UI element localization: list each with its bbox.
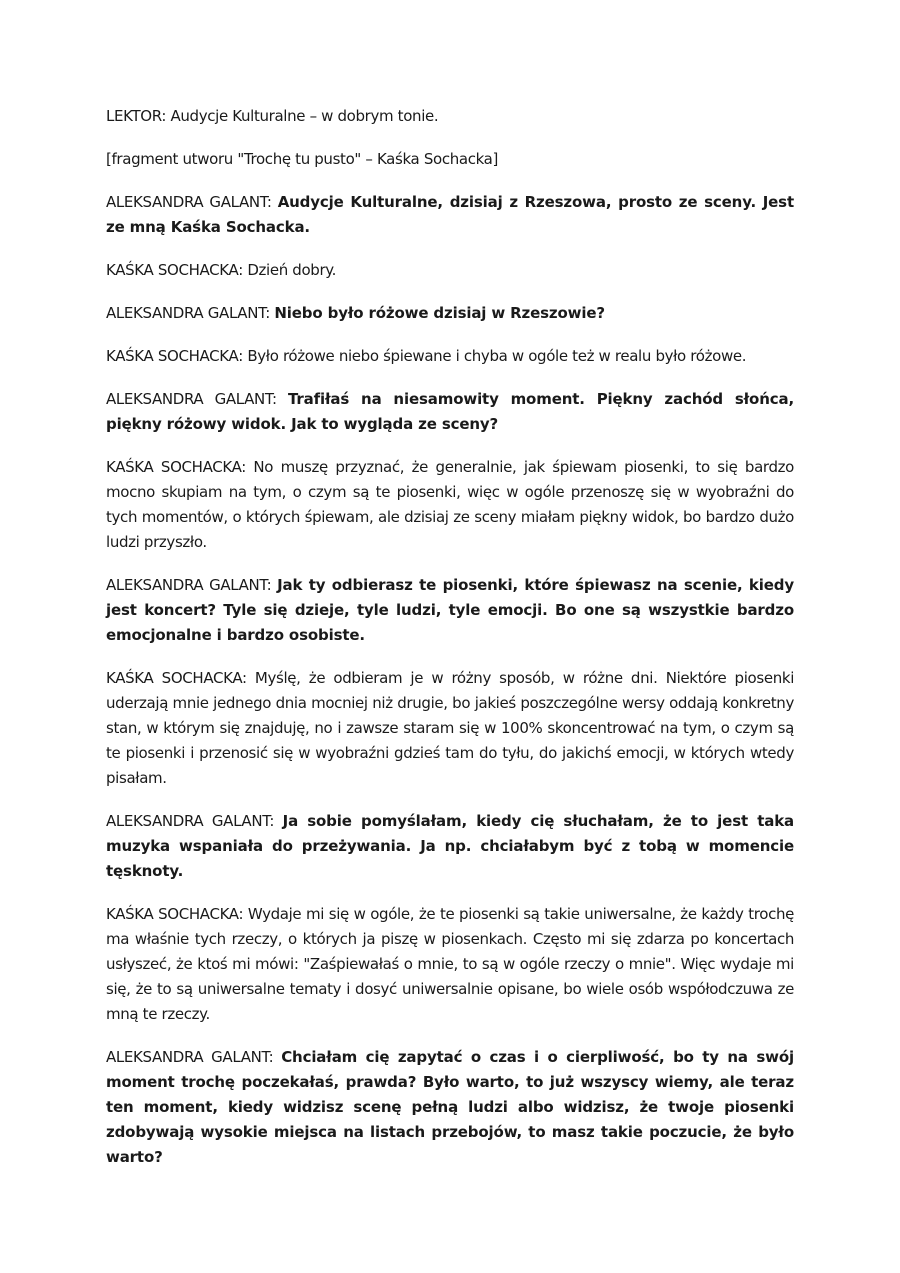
speaker-name: KAŚKA SOCHACKA: [106, 669, 242, 687]
speaker-name: KAŚKA SOCHACKA: [106, 458, 242, 476]
speech-text: Dzień dobry.: [247, 261, 337, 279]
speaker-name: ALEKSANDRA GALANT: [106, 576, 267, 594]
speaker-name: ALEKSANDRA GALANT: [106, 812, 270, 830]
speaker-name: ALEKSANDRA GALANT: [106, 193, 267, 211]
speaker-name: ALEKSANDRA GALANT: [106, 1048, 269, 1066]
transcript-paragraph: [106, 902, 794, 1027]
transcript-paragraph: [106, 455, 794, 555]
speaker-separator: :: [268, 1048, 282, 1066]
speaker-name: ALEKSANDRA GALANT: [106, 304, 266, 322]
transcript-paragraph: [106, 258, 794, 283]
speaker-name: ALEKSANDRA GALANT: [106, 390, 273, 408]
speech-text: Było różowe niebo śpiewane i chyba w ogóle też w realu było różowe.: [247, 347, 747, 365]
transcript-paragraph: [106, 666, 794, 791]
speaker-separator: :: [238, 261, 248, 279]
speech-text: Chciałam cię zapytać o czas i o cierpliwość, bo ty na swój moment trochę poczekałaś, prawda? Było warto, to już wszyscy wiemy, ale teraz ten moment, kiedy widzisz scenę pełną ludzi albo widzisz, że twoje piosenki zdobywają wysokie miejsca na listach przebojów, to masz takie poczucie, że było warto?: [106, 1048, 795, 1166]
transcript-paragraph: [106, 387, 794, 437]
speech-text: Ja sobie pomyślałam, kiedy cię słuchałam, że to jest taka muzyka wspaniała do przeżywania. Ja np. chciałabym być z tobą w momencie tęsknoty.: [106, 812, 794, 880]
speaker-separator: :: [269, 812, 283, 830]
transcript-paragraph: [106, 809, 794, 884]
speech-text: Niebo było różowe dzisiaj w Rzeszowie?: [274, 304, 605, 322]
speaker-name: KAŚKA SOCHACKA: [106, 261, 239, 279]
transcript-paragraph: [106, 344, 794, 369]
speaker-separator: :: [266, 576, 278, 594]
speech-text: No muszę przyznać, że generalnie, jak śpiewam piosenki, to się bardzo mocno skupiam na tym, o czym są te piosenki, więc w ogóle przenoszę się w wyobraźni do tych momentów, o których śpiewam, ale dzisiaj ze sceny miałam piękny widok, bo bardzo dużo ludzi przyszło.: [106, 458, 794, 551]
transcript-body: [106, 104, 794, 1170]
speaker-separator: :: [241, 669, 255, 687]
speaker-name: KAŚKA SOCHACKA: [106, 347, 239, 365]
transcript-paragraph: [106, 104, 794, 129]
transcript-paragraph: [106, 147, 794, 172]
speech-text: [fragment utworu "Trochę tu pusto" – Kaśka Sochacka]: [106, 150, 499, 168]
speech-text: Audycje Kulturalne – w dobrym tonie.: [170, 107, 439, 125]
speaker-separator: :: [238, 347, 248, 365]
speaker-separator: :: [161, 107, 171, 125]
speaker-separator: :: [241, 458, 254, 476]
transcript-paragraph: [106, 573, 794, 648]
speaker-separator: :: [265, 304, 275, 322]
transcript-paragraph: [106, 190, 794, 240]
speaker-separator: :: [238, 905, 248, 923]
speech-text: Wydaje mi się w ogóle, że te piosenki są takie uniwersalne, że każdy trochę ma właśnie tych rzeczy, o których ja piszę w piosenkach. Często mi się zdarza po koncertach usłyszeć, że ktoś mi mówi: "Zaśpiewałaś o mnie, to są w ogóle rzeczy o mnie". Więc wydaje mi się, że to są uniwersalne tematy i dosyć uniwersalnie opisane, bo wiele osób współodczuwa ze mną te rzeczy.: [106, 905, 795, 1023]
speech-text: Myślę, że odbieram je w różny sposób, w różne dni. Niektóre piosenki uderzają mnie jednego dnia mocniej niż drugie, bo jakieś poszczególne wersy oddają konkretny stan, w którym się znajduję, no i zawsze staram się w 100% skoncentrować na tym, o czym są te piosenki i przenosić się w wyobraźni gdzieś tam do tyłu, do jakichś emocji, w których wtedy pisałam.: [106, 669, 795, 787]
speaker-separator: :: [272, 390, 288, 408]
speaker-separator: :: [266, 193, 278, 211]
transcript-paragraph: [106, 1045, 794, 1170]
speech-text: Trafiłaś na niesamowity moment. Piękny zachód słońca, piękny różowy widok. Jak to wygląda ze sceny?: [106, 390, 794, 433]
speaker-name: KAŚKA SOCHACKA: [106, 905, 239, 923]
speech-text: Jak ty odbierasz te piosenki, które śpiewasz na scenie, kiedy jest koncert? Tyle się dzieje, tyle ludzi, tyle emocji. Bo one są wszystkie bardzo emocjonalne i bardzo osobiste.: [106, 576, 794, 644]
speaker-name: LEKTOR: [106, 107, 162, 125]
speech-text: Audycje Kulturalne, dzisiaj z Rzeszowa, prosto ze sceny. Jest ze mną Kaśka Sochacka.: [106, 193, 794, 236]
transcript-paragraph: [106, 301, 794, 326]
